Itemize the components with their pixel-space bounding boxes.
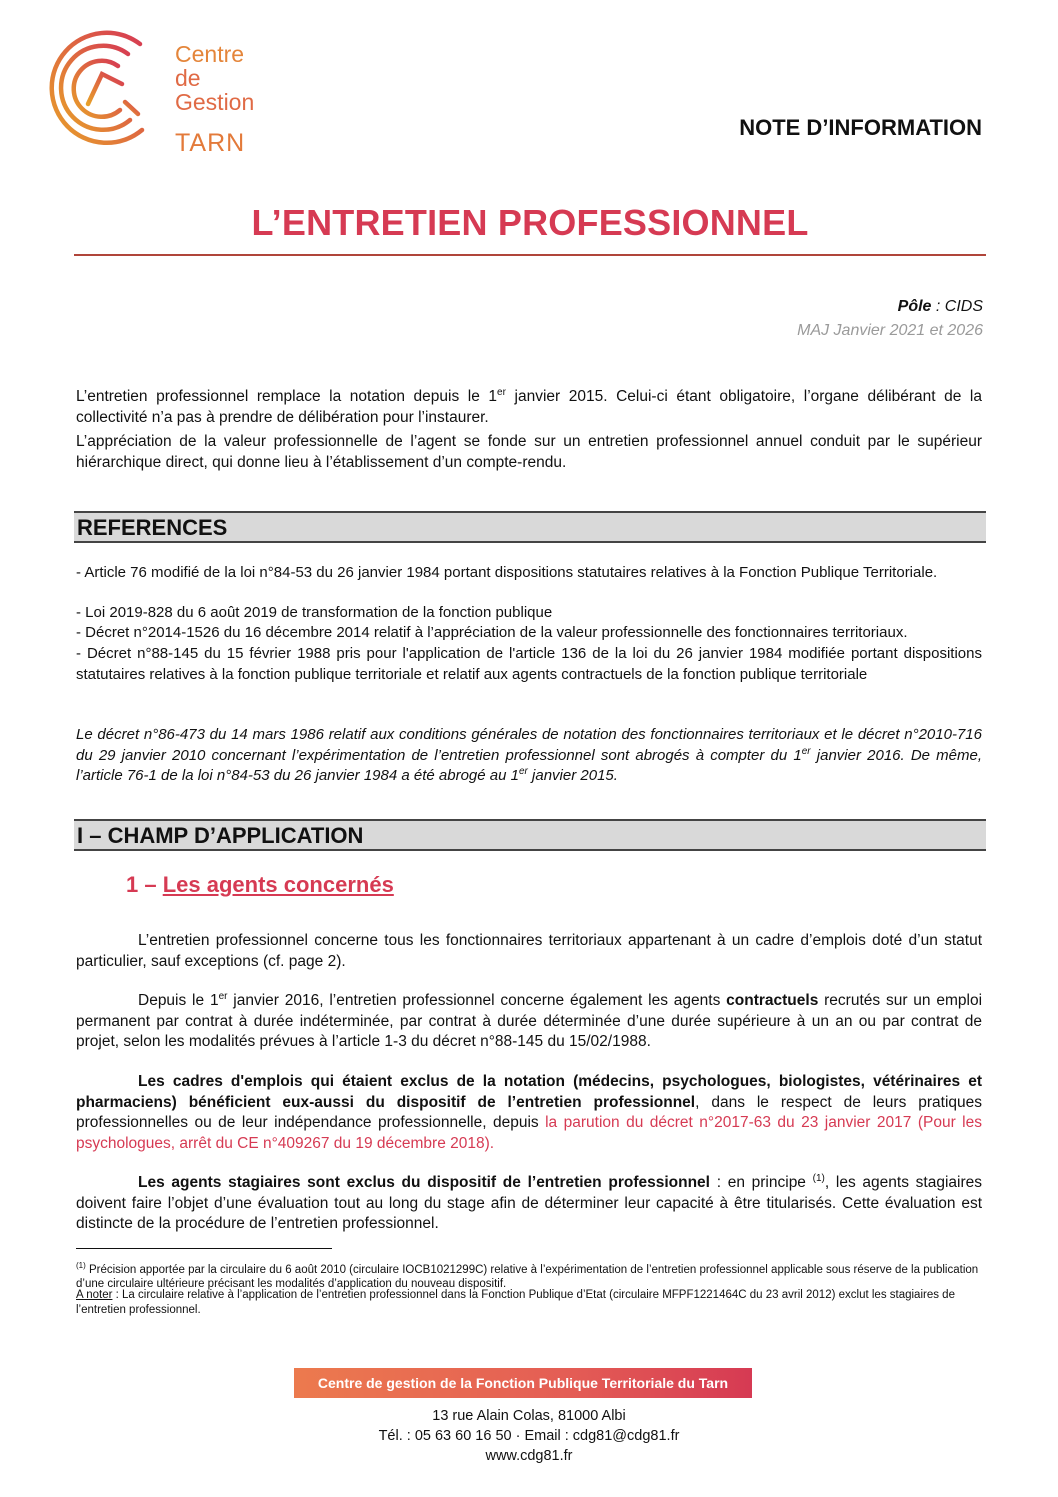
text: recrutés sur un emploi permanent par contrat à durée indéterminée, par contrat à durée déterminée d’une durée supérieure à un an ou par contrat de projet, selon les modalités prévues à l’article 1-3 du décret n°88-145 du 15/02/1988. <box>76 992 983 1050</box>
update-date: MAJ Janvier 2021 et 2026 <box>797 322 983 339</box>
footnote-ref: (1) <box>812 1172 825 1184</box>
logo-line-2: de Gestion <box>175 65 255 115</box>
reference-item: - Décret n°2014-1526 du 16 décembre 2014 relatif à l’appréciation de la valeur professionnelle des fonctionnaires territoriaux. <box>76 624 908 641</box>
text: Depuis le 1 <box>138 992 219 1009</box>
footer-contact: Tél. : 05 63 60 16 50 · Email : cdg81@cdg81.fr <box>378 1428 680 1444</box>
footnote-divider <box>76 1248 332 1249</box>
text: , dans le respect de leurs pratiques professionnelles ou de leur indépendance professionnelle, depuis <box>76 1093 983 1131</box>
subsection-heading <box>126 872 394 898</box>
text: janvier 2015. <box>527 767 618 784</box>
text: Précision apportée par la circulaire du 6 août 2010 (circulaire IOCB1021299C) relative à l’expérimentation de l’entretien professionnel applicable sous réserve de la publication d’une circulaire ultérieure précisant les modalités d’application du nouveau dispositif. <box>76 1263 979 1291</box>
text: janvier 2016, l’entretien professionnel concerne également les agents <box>227 992 727 1009</box>
text: L’entretien professionnel remplace la notation depuis le 1 <box>76 388 498 405</box>
footnote-1 <box>76 1259 982 1292</box>
text: janvier 2015. Celui-ci étant obligatoire, l’organe délibérant de la collectivité n’a pas à prendre de délibération pour l’instaurer. <box>76 388 983 426</box>
superscript: er <box>497 386 506 398</box>
reference-item: - Loi 2019-828 du 6 août 2019 de transformation de la fonction publique <box>76 604 553 621</box>
title-divider <box>74 254 986 256</box>
cdg-tarn-logo <box>30 22 275 157</box>
footnote-marker: (1) <box>76 1261 86 1270</box>
logo-wordmark <box>175 42 275 158</box>
superscript: er <box>801 745 811 757</box>
section-heading-champ-application: I – CHAMP D’APPLICATION <box>74 819 986 851</box>
footer-banner: Centre de gestion de la Fonction Publique Territoriale du Tarn <box>294 1368 752 1398</box>
section1-paragraph-3 <box>76 1072 982 1154</box>
logo-line-1: Centre <box>175 41 245 67</box>
footnote-note <box>76 1288 982 1317</box>
section-heading-references: REFERENCES <box>74 511 986 543</box>
pole-value: : CIDS <box>931 298 983 315</box>
pole-info <box>898 298 983 316</box>
references-note <box>76 725 982 787</box>
document-type: NOTE D’INFORMATION <box>739 115 982 140</box>
intro-paragraph-2: L’appréciation de la valeur professionnelle de l’agent se fonde sur un entretien professionnel annuel conduit par le supérieur hiérarchique direct, qui donne lieu à l’établissement d’un compte-rendu. <box>76 433 982 471</box>
logo-c-mark-icon <box>30 22 170 147</box>
section1-paragraph-1: L’entretien professionnel concerne tous les fonctionnaires territoriaux appartenant à un cadre d’emplois doté d’un statut particulier, sauf exceptions (cf. page 2). <box>76 932 982 970</box>
bold-text: Les agents stagiaires sont exclus du dispositif de l’entretien professionnel <box>138 1174 710 1191</box>
page-title: L’ENTRETIEN PROFESSIONNEL <box>251 202 809 243</box>
reference-item: - Décret n°88-145 du 15 février 1988 pris pour l'application de l'article 136 de la loi du 26 janvier 1984 modifiée portant dispositions statutaires relatives à la fonction publique territoriale et relatif aux agents contractuels de la fonction publique territoriale <box>76 645 982 683</box>
footer-address: 13 rue Alain Colas, 81000 Albi <box>432 1408 626 1424</box>
text: : en principe <box>709 1174 813 1191</box>
text: : La circulaire relative à l’application de l’entretien professionnel dans la Fonction Publique d’Etat (circulaire MFPF1221464C du 23 avril 2012) exclut les stagiaires de l’entretien professionnel. <box>76 1289 955 1316</box>
subsection-title: Les agents concernés <box>162 872 394 897</box>
section1-paragraph-2 <box>76 991 982 1053</box>
reference-item: - Article 76 modifié de la loi n°84-53 du 26 janvier 1984 portant dispositions statutaires relatives à la Fonction Publique Territoriale. <box>76 564 938 581</box>
pole-label: Pôle <box>897 298 932 315</box>
section1-paragraph-4 <box>76 1173 982 1235</box>
superscript: er <box>218 990 228 1002</box>
bold-text: Les cadres d'emplois qui étaient exclus de la notation (médecins, psychologues, biologistes, vétérinaires et pharmaciens) bénéficient eux-aussi du dispositif de l’entretien professionnel <box>76 1073 982 1111</box>
note-label: A noter <box>76 1289 113 1301</box>
intro-paragraph-1 <box>76 387 982 428</box>
text: Le décret n°86-473 du 14 mars 1986 relatif aux conditions générales de notation des fonctionnaires territoriaux et le décret n°2010-716 du 29 janvier 2010 concernant l’expérimentation de l’entretien professionnel sont abrogés à compter du 1 <box>76 726 982 764</box>
text: , les agents stagiaires doivent faire l’objet d’une évaluation tout au long du stage afin de déterminer leur capacité à être titularisés. Cette évaluation est distincte de la procédure de l’entretien professionnel. <box>76 1174 982 1232</box>
subsection-number: 1 – <box>126 872 163 897</box>
logo-line-3: TARN <box>175 129 246 157</box>
footer-website[interactable]: www.cdg81.fr <box>485 1448 573 1464</box>
text: janvier 2016. De même, l’article 76-1 de la loi n°84-53 du 26 janvier 1984 a été abrogé au 1 <box>76 746 982 784</box>
bold-text: contractuels <box>726 992 819 1009</box>
superscript: er <box>518 766 528 777</box>
highlighted-text: la parution du décret n°2017-63 du 23 janvier 2017 (Pour les psychologues, arrêt du CE n°409267 du 19 décembre 2018). <box>76 1114 983 1152</box>
